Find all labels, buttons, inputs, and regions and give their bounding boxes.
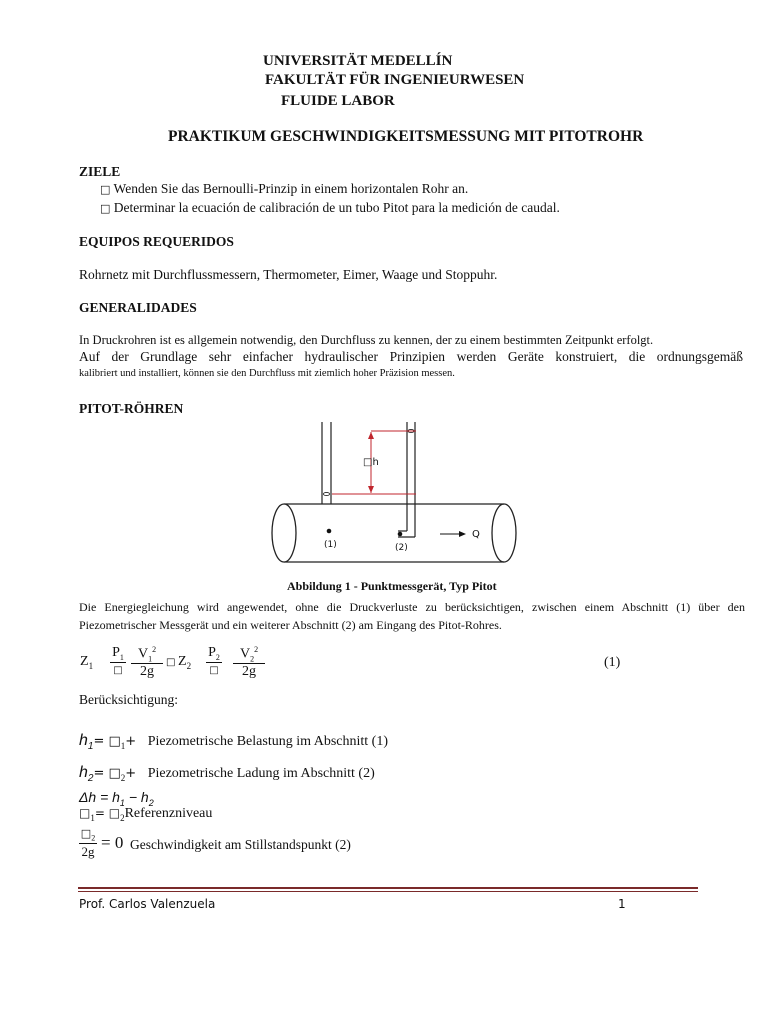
equipos-heading: EQUIPOS REQUERIDOS xyxy=(79,234,234,249)
lab-title: FLUIDE LABOR xyxy=(281,93,395,109)
pipe-right-end xyxy=(492,504,516,562)
velocity-fraction: $□_2$ 2g xyxy=(80,827,96,859)
pitot-paragraph-line-2: Piezometrischer Messgerät und ein weiterer Abschnitt (2) am Eingang des Pitot-Rohres. xyxy=(79,618,502,632)
velocity-zero: = 0 xyxy=(101,833,124,852)
bullet-icon: □ xyxy=(100,202,111,215)
point-2-marker xyxy=(398,532,403,537)
eq-z1: $Z_1$ xyxy=(80,654,94,671)
point-1-marker xyxy=(327,529,332,534)
ziele-item-2 xyxy=(100,200,560,216)
ziele-item-2-text: Determinar la ecuación de calibración de un tubo Pitot para la medición de caudal. xyxy=(113,200,560,215)
flow-arrow-icon xyxy=(459,531,466,537)
ziele-item-1 xyxy=(100,181,468,197)
height-label: □h xyxy=(363,457,379,468)
generalidades-line-1: In Druckrohren ist es allgemein notwendig, den Durchfluss zu kennen, der zu einem bestimmten Zeitpunkt erfolgt. xyxy=(79,333,654,347)
dimension-arrow-up-icon xyxy=(368,432,374,439)
pitot-paragraph-line-1: Die Energiegleichung wird angewendet, ohne die Druckverluste zu berücksichtigen, zwischen einem Abschnitt (1) über den xyxy=(79,600,745,614)
equipos-text: Rohrnetz mit Durchflussmessern, Thermometer, Eimer, Waage und Stoppuhr. xyxy=(79,267,498,282)
piezometer-meniscus xyxy=(324,492,330,495)
figure-caption: Abbildung 1 - Punktmessgerät, Typ Pitot xyxy=(287,579,497,593)
eq-frac-p1: $P_1$ □ xyxy=(110,645,126,676)
page-number: 1 xyxy=(618,897,626,911)
footer-rule-thin xyxy=(78,891,698,892)
point-1-label: (1) xyxy=(324,540,337,550)
footer-author: Prof. Carlos Valenzuela xyxy=(79,897,216,911)
reference-level: $□_1=$ $□_2Referenzniveau$ xyxy=(79,806,213,823)
ziele-heading: ZIELE xyxy=(79,164,121,179)
eq-equals-box: □ xyxy=(166,657,176,668)
h1-definition: $h_1=$ $□_1+$ Piezometrische Belastung im Abschnitt (1) xyxy=(79,732,388,752)
delta-h-definition: $\Delta h = h_1 - h_2$ xyxy=(79,789,154,808)
pitot-figure xyxy=(262,420,520,580)
consider-label: Berücksichtigung: xyxy=(79,692,178,707)
h1-text: Piezometrische Belastung im Abschnitt (1) xyxy=(147,734,388,749)
point-2-label: (2) xyxy=(395,543,408,553)
h2-definition: $h_2=$ $□_2+$ Piezometrische Ladung im Abschnitt (2) xyxy=(79,764,375,784)
pitot-heading: PITOT-RÖHREN xyxy=(79,401,184,416)
document-title: PRAKTIKUM GESCHWINDIGKEITSMESSUNG MIT PITOTROHR xyxy=(168,128,644,145)
eq-number: (1) xyxy=(604,655,621,670)
dimension-arrow-down-icon xyxy=(368,486,374,493)
h2-text: Piezometrische Ladung im Abschnitt (2) xyxy=(147,766,375,781)
eq-frac-v1: $V_1^2$ 2g xyxy=(131,645,163,680)
faculty-title: FAKULTÄT FÜR INGENIEURWESEN xyxy=(265,72,525,88)
footer-rule xyxy=(78,887,698,889)
pipe-left-end xyxy=(272,504,296,562)
velocity-text: Geschwindigkeit am Stillstandspunkt (2) xyxy=(130,837,351,852)
ziele-item-1-text: Wenden Sie das Bernoulli-Prinzip in einem horizontalen Rohr an. xyxy=(113,181,469,196)
bullet-icon: □ xyxy=(100,183,111,196)
generalidades-heading: GENERALIDADES xyxy=(79,300,197,315)
eq-z2: $Z_2$ xyxy=(178,654,192,671)
eq-frac-v2: $V_2^2$ 2g xyxy=(233,645,265,680)
generalidades-line-2: Auf der Grundlage sehr einfacher hydraulischer Prinzipien werden Geräte konstruiert, die ordnungsgemäß xyxy=(79,349,743,364)
eq-frac-p2: $P_2$ □ xyxy=(206,645,222,676)
university-title: UNIVERSITÄT MEDELLÍN xyxy=(263,53,453,69)
flow-label: Q xyxy=(472,529,480,540)
generalidades-line-3: kalibriert und installiert, können sie den Durchfluss mit ziemlich hoher Präzision messen. xyxy=(79,368,455,379)
